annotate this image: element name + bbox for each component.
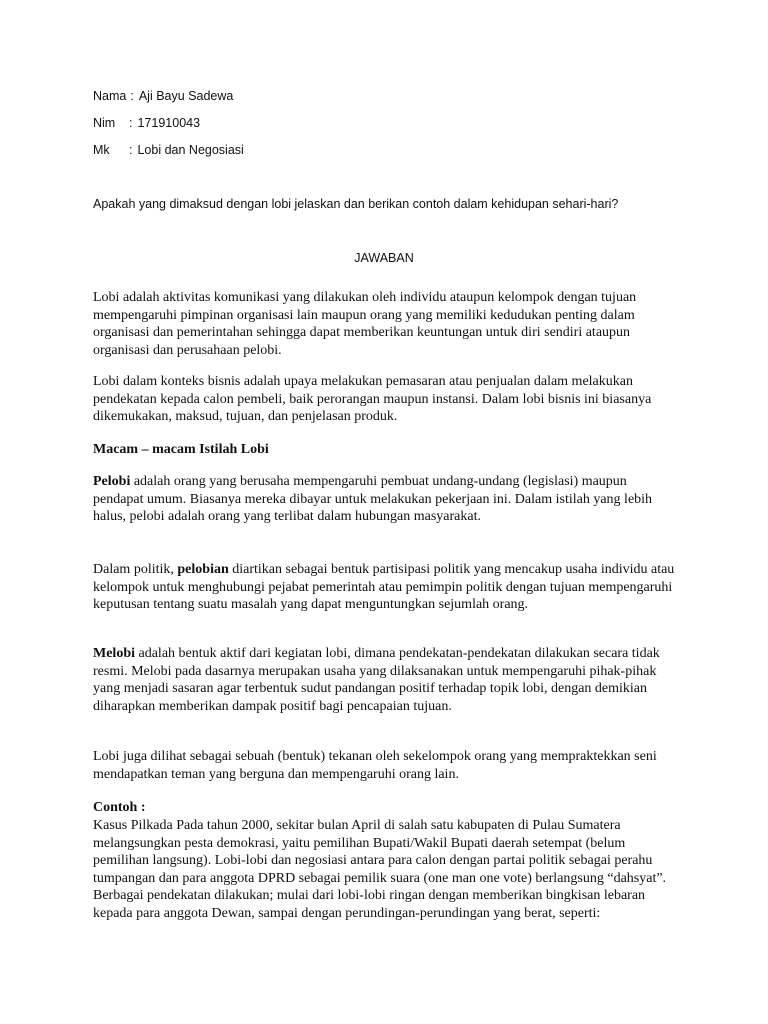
paragraph-pelobi-text: adalah orang yang berusaha mempengaruhi pembuat undang-undang (legislasi) maupun pendapat umum. Biasanya mereka dibayar untuk melakukan pekerjaan ini. Dalam istilah yang lebih halus, pelobi adalah orang yang terlibat dalam hubungan masyarakat. [93,474,653,524]
meta-nim-label: Nim [93,116,116,130]
paragraph-contoh-text: Kasus Pilkada Pada tahun 2000, sekitar bulan April di salah satu kabupaten di Pulau Sumatera melangsungkan pesta demokrasi, yaitu pemilihan Bupati/Wakil Bupati daerah setempat (belum pemilihan langsung). Lobi-lobi dan negosiasi antara para calon dengan partai politik sebagai perahu tumpangan dan para anggota DPRD sebagai pemilik suara (one man one vote) berlangsung “dahsyat”. Berbagai pendekatan dilakukan; mulai dari lobi-lobi ringan dengan memberikan bingkisan lebaran kepada para anggota Dewan, sampai dengan perundingan-perundingan yang berat, seperti: [93,818,667,921]
meta-nama-label: Nama [93,89,127,103]
answer-heading: JAWABAN [354,251,414,265]
paragraph-pelobian-text: diartikan sebagai bentuk partisipasi politik yang mencakup usaha individu atau kelompok untuk menghubungi pejabat pemerintah atau pemimpin politik dengan tujuan mempengaruhi keputusan tentang suatu masalah yang dapat menguntungkan sejumlah orang. [93,562,675,612]
meta-nim-separator: : [129,116,133,130]
paragraph-contoh [93,817,678,922]
paragraph-pelobian-body [93,561,678,614]
paragraph-melobi [93,645,678,715]
meta-nama-separator: : [130,89,134,103]
meta-mk-separator: : [129,143,133,157]
meta-mk [93,143,244,157]
section-title: Macam – macam Istilah Lobi [93,442,269,457]
meta-nama [93,89,233,103]
paragraph-melobi-text: adalah bentuk aktif dari kegiatan lobi, dimana pendekatan-pendekatan dilakukan secara tidak resmi. Melobi pada dasarnya merupakan usaha yang dilaksanakan untuk mempengaruhi pihak-pihak yang menjadi sasaran agar terbentuk sudut pandangan positif terhadap topik lobi, dengan demikian diharapkan memberikan dampak positif bagi pencapaian tujuan. [93,646,660,714]
meta-nama-value: Aji Bayu Sadewa [138,89,234,103]
meta-mk-label: Mk [93,143,110,157]
paragraph-pelobi-body [93,473,678,526]
paragraph-pelobi [93,473,678,526]
meta-nim [93,116,200,130]
paragraph-definition [93,289,678,359]
meta-mk-value: Lobi dan Negosiasi [137,143,244,157]
paragraph-melobi-body [93,645,678,715]
term-melobi: Melobi [93,646,135,661]
meta-nim-value: 171910043 [137,116,201,130]
paragraph-business [93,373,678,426]
paragraph-pelobian [93,561,678,614]
contoh-title: Contoh : [93,800,146,815]
paragraph-pelobian-prefix: Dalam politik, [93,562,178,577]
question-text: Apakah yang dimaksud dengan lobi jelaskan dan berikan contoh dalam kehidupan sehari-hari? [93,197,619,211]
term-pelobian: pelobian [177,562,229,577]
paragraph-tekanan-text: Lobi juga dilihat sebagai sebuah (bentuk) tekanan oleh sekelompok orang yang mempraktekkan seni mendapatkan teman yang berguna dan mempengaruhi orang lain. [93,749,657,782]
term-pelobi: Pelobi [93,474,131,489]
paragraph-tekanan [93,748,678,783]
paragraph-definition-text: Lobi adalah aktivitas komunikasi yang dilakukan oleh individu ataupun kelompok dengan tujuan mempengaruhi pimpinan organisasi lain maupun orang yang memiliki kedudukan penting dalam organisasi dan pemerintahan sehingga dapat memberikan keuntungan untuk diri sendiri ataupun organisasi dan perusahaan pelobi. [93,290,637,358]
paragraph-business-text: Lobi dalam konteks bisnis adalah upaya melakukan pemasaran atau penjualan dalam melakukan pendekatan kepada calon pembeli, baik perorangan maupun instansi. Dalam lobi bisnis ini biasanya dikemukakan, maksud, tujuan, dan penjelasan produk. [93,374,652,424]
